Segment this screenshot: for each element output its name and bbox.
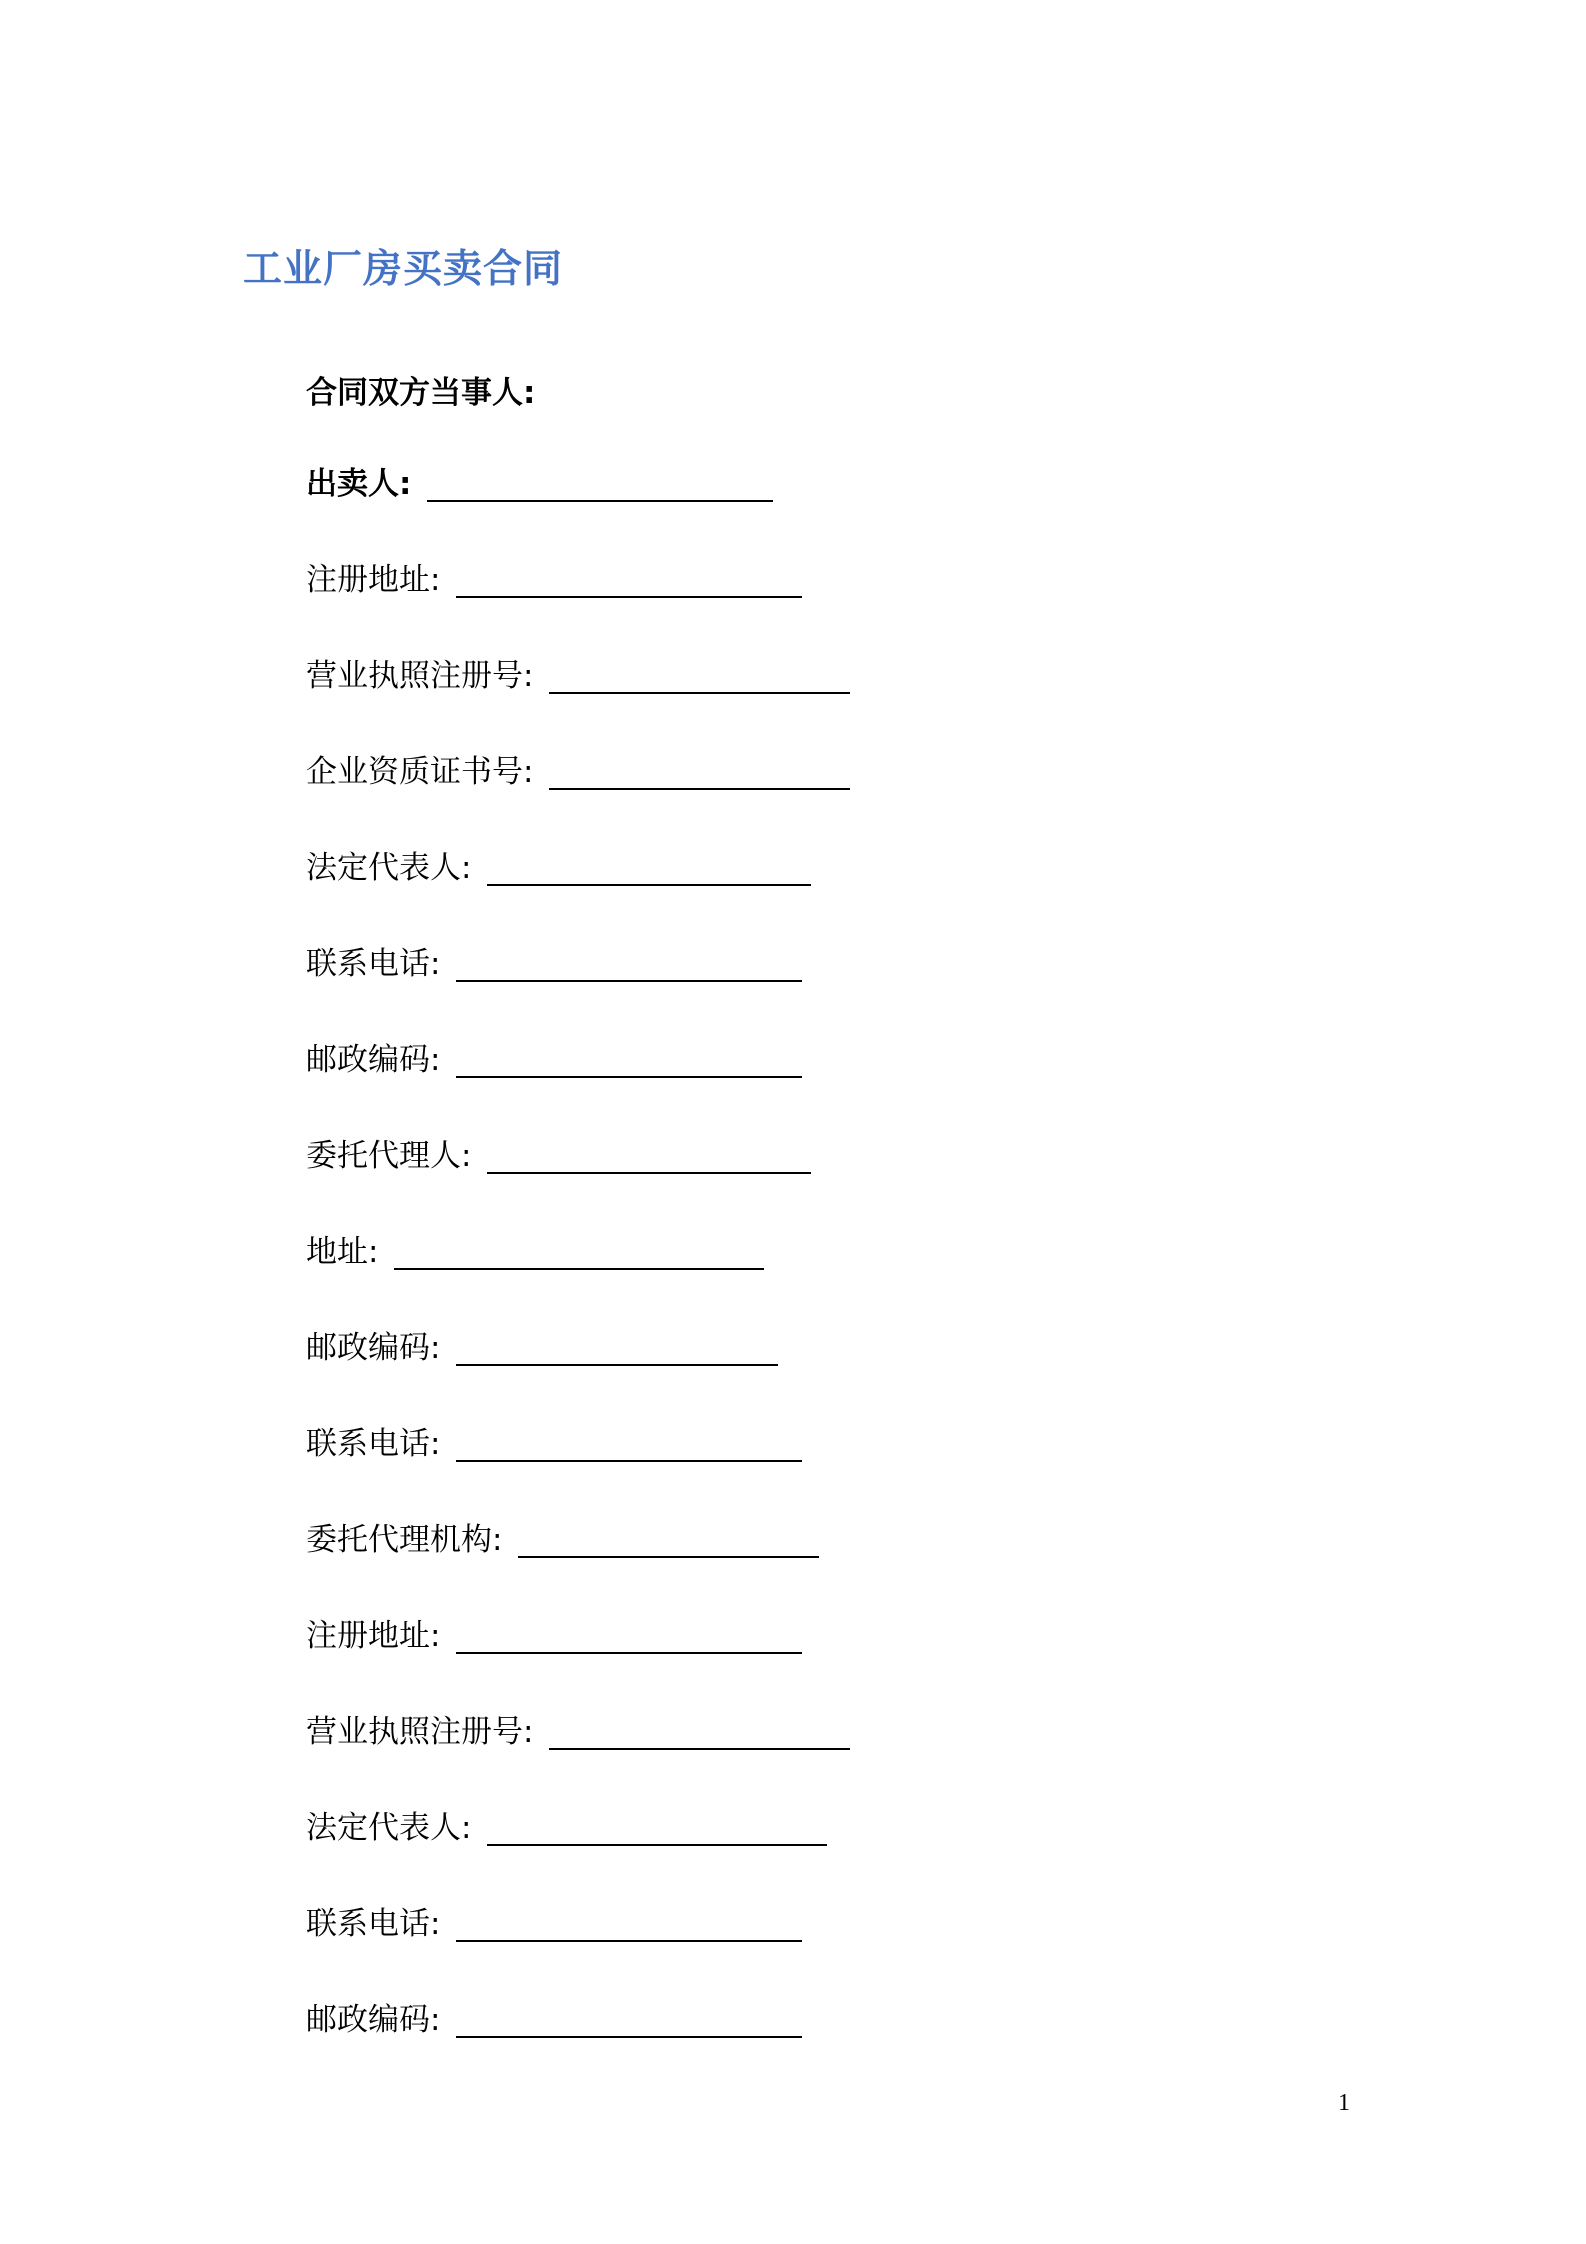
- fill-in-line[interactable]: [487, 1844, 827, 1846]
- field-phone-3: [306, 1900, 802, 1944]
- field-qualification-cert-no: [306, 748, 850, 792]
- field-registered-address-2: [306, 1612, 802, 1656]
- fill-in-line[interactable]: [456, 1076, 802, 1078]
- field-label: 注册地址:: [306, 562, 441, 598]
- fill-in-line[interactable]: [456, 1652, 802, 1654]
- field-label: 营业执照注册号:: [306, 658, 534, 694]
- parties-heading: 合同双方当事人:: [306, 375, 536, 411]
- fill-in-line[interactable]: [394, 1268, 764, 1270]
- field-label: 联系电话:: [306, 946, 441, 982]
- field-label: 企业资质证书号:: [306, 754, 534, 790]
- field-label: 联系电话:: [306, 1426, 441, 1462]
- page-number: 1: [1338, 2090, 1350, 2116]
- fill-in-line[interactable]: [456, 2036, 802, 2038]
- field-seller: [306, 460, 773, 504]
- fill-in-line[interactable]: [518, 1556, 819, 1558]
- fill-in-line[interactable]: [427, 500, 773, 502]
- field-registered-address: [306, 556, 802, 600]
- fill-in-line[interactable]: [456, 596, 802, 598]
- fill-in-line[interactable]: [549, 1748, 850, 1750]
- document-title: 工业厂房买卖合同: [243, 247, 564, 292]
- fill-in-line[interactable]: [549, 692, 850, 694]
- field-label: 出卖人:: [306, 466, 412, 502]
- field-legal-representative-2: [306, 1804, 827, 1848]
- field-phone: [306, 940, 802, 984]
- field-postal-code-3: [306, 1996, 802, 2040]
- fill-in-line[interactable]: [456, 1364, 778, 1366]
- field-label: 邮政编码:: [306, 1330, 441, 1366]
- field-phone-2: [306, 1420, 802, 1464]
- field-label: 法定代表人:: [306, 850, 472, 886]
- field-label: 联系电话:: [306, 1906, 441, 1942]
- field-postal-code: [306, 1036, 802, 1080]
- fill-in-line[interactable]: [456, 1940, 802, 1942]
- field-label: 委托代理人:: [306, 1138, 472, 1174]
- field-agency: [306, 1516, 819, 1560]
- field-label: 邮政编码:: [306, 2002, 441, 2038]
- field-label: 营业执照注册号:: [306, 1714, 534, 1750]
- fill-in-line[interactable]: [456, 1460, 802, 1462]
- field-address: [306, 1228, 764, 1272]
- fill-in-line[interactable]: [487, 1172, 811, 1174]
- fill-in-line[interactable]: [456, 980, 802, 982]
- field-label: 邮政编码:: [306, 1042, 441, 1078]
- fill-in-line[interactable]: [549, 788, 850, 790]
- field-label: 法定代表人:: [306, 1810, 472, 1846]
- field-label: 地址:: [306, 1234, 379, 1270]
- field-business-license-no-2: [306, 1708, 850, 1752]
- field-authorized-agent: [306, 1132, 811, 1176]
- field-business-license-no: [306, 652, 850, 696]
- field-postal-code-2: [306, 1324, 778, 1368]
- field-legal-representative: [306, 844, 811, 888]
- field-label: 委托代理机构:: [306, 1522, 503, 1558]
- fill-in-line[interactable]: [487, 884, 811, 886]
- field-label: 注册地址:: [306, 1618, 441, 1654]
